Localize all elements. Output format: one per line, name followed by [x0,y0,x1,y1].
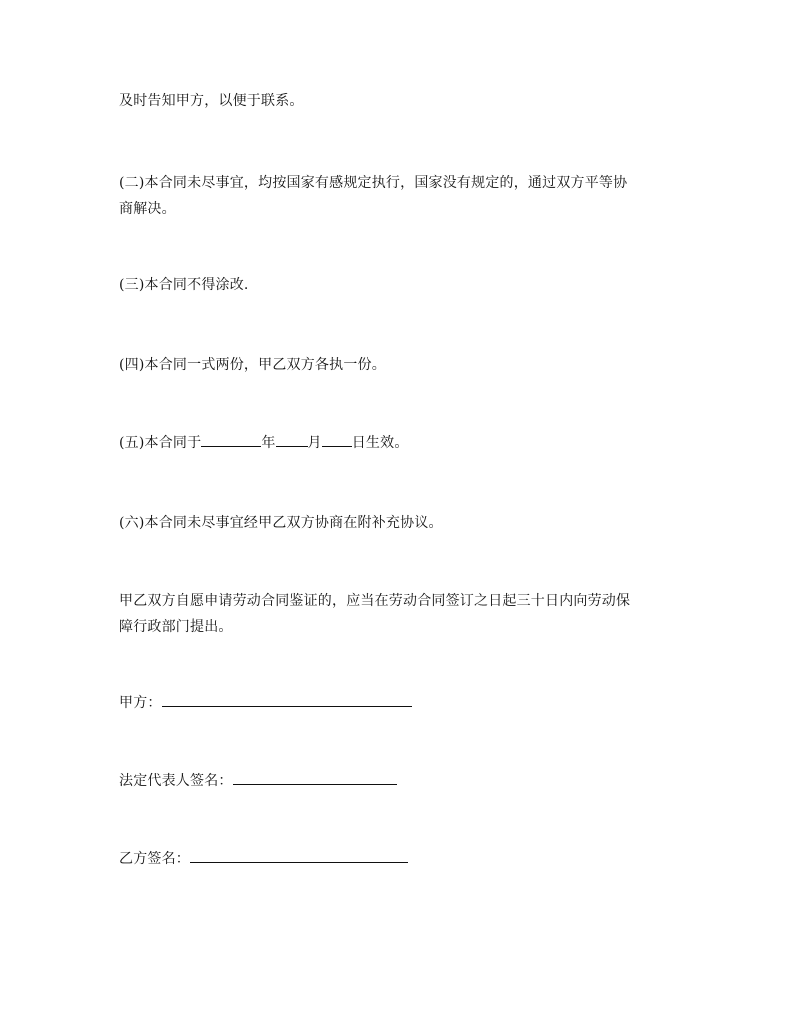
party-b-signature-line [119,846,689,872]
party-b-label: 乙方签名： [119,851,190,867]
party-a-signature-blank[interactable] [162,692,412,707]
paragraph-line: 甲乙双方自愿申请劳动合同鉴证的，应当在劳动合同签订之日起三十日内向劳动保 [119,593,631,609]
month-blank[interactable] [276,432,308,447]
legal-rep-label: 法定代表人签名： [119,773,233,789]
month-label: 月 [307,435,322,451]
paragraph-line: (四)本合同一式两份，甲乙双方各执一份。 [119,357,386,373]
day-blank[interactable] [322,432,352,447]
paragraph-line: (二)本合同未尽事宜，均按国家有感规定执行，国家没有规定的，通过双方平等协 [119,175,628,191]
effective-date-line [119,430,689,456]
paragraph-line: (六)本合同未尽事宜经甲乙双方协商在附补充协议。 [119,515,443,531]
paragraph-line: 及时告知甲方，以便于联系。 [119,93,304,109]
effective-date-suffix: 日生效。 [351,435,409,451]
paragraph-line: 商解决。 [119,201,176,217]
party-a-label: 甲方： [119,695,162,711]
party-a-signature-line [119,690,689,716]
party-b-signature-blank[interactable] [190,848,408,863]
year-blank[interactable] [201,432,261,447]
effective-date-prefix: (五)本合同于 [119,435,202,451]
year-label: 年 [261,435,276,451]
legal-rep-signature-line [119,768,689,794]
paragraph-line: (三)本合同不得涂改. [119,277,249,293]
legal-rep-signature-blank[interactable] [233,770,397,785]
paragraph-line: 障行政部门提出。 [119,619,233,635]
